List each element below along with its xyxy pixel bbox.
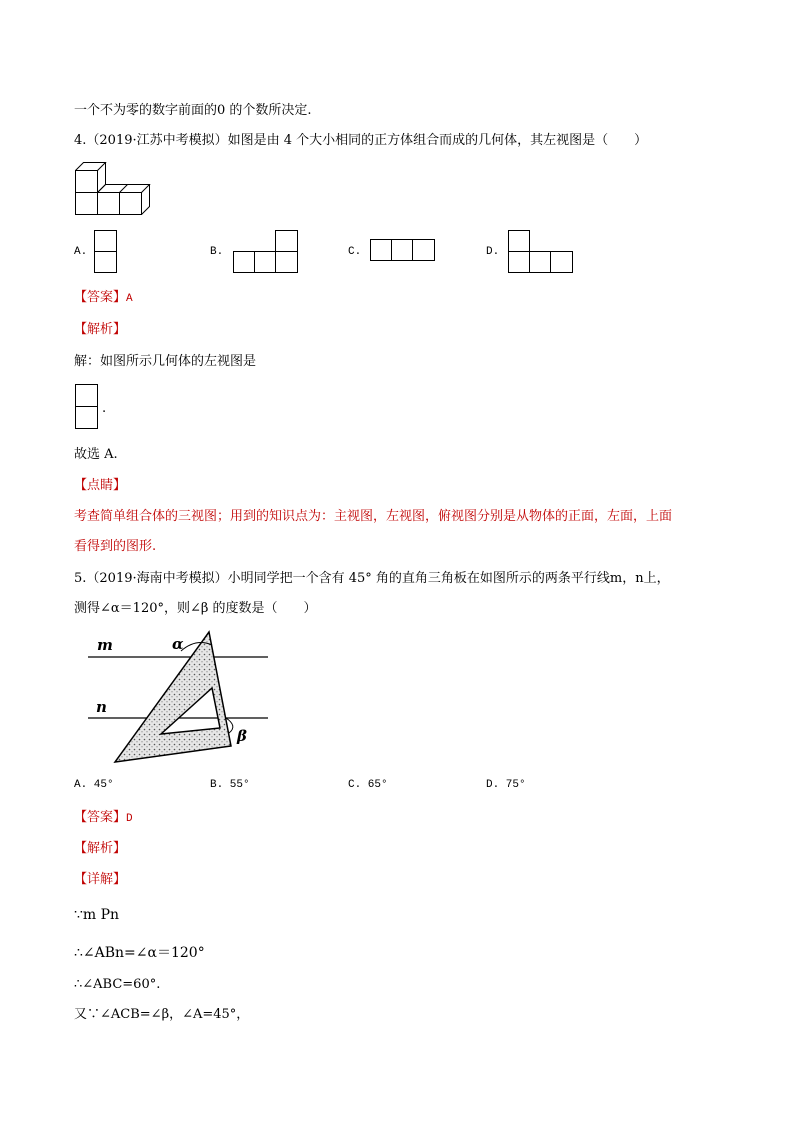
q4-cube-figure — [75, 162, 155, 216]
q5-answer — [74, 809, 133, 828]
q5-answer-value: D — [126, 813, 133, 825]
q4-option-d-label: D. — [486, 246, 500, 258]
q4-analysis-heading: 【解析】 — [74, 322, 127, 337]
q4-remark-line-1: 考查简单组合体的三视图；用到的知识点为：主视图，左视图，俯视图分别是从物体的正面，左面，上面 — [74, 509, 673, 524]
q5-step-1: ∵m Pn — [74, 907, 120, 923]
q4-answer — [74, 289, 133, 308]
label-beta: β — [237, 727, 247, 745]
q4-option-b-figure — [233, 230, 301, 274]
q5-option-d: D. 75° — [486, 779, 526, 791]
q4-remark-heading: 【点睛】 — [74, 478, 127, 493]
q4-remark-line-2: 看得到的图形. — [74, 539, 157, 554]
label-m: m — [97, 636, 113, 654]
q4-conclusion: 故选 A. — [74, 447, 118, 462]
q4-stem: 4.（2019·江苏中考模拟）如图是由 4 个大小相同的正方体组合而成的几何体，其左视图是（ ） — [74, 133, 648, 148]
q5-stem-line-1: 5.（2019·海南中考模拟）小明同学把一个含有 45° 角的直角三角板在如图所示的两条平行线m，n上， — [74, 571, 670, 586]
q5-analysis-heading: 【解析】 — [74, 841, 127, 856]
q5-figure — [88, 628, 273, 766]
intro-text: 一个不为零的数字前面的0 的个数所决定. — [74, 103, 312, 118]
q5-step-4: 又∵∠ACB=∠β，∠A=45°， — [74, 1007, 250, 1022]
q5-option-b: B. 55° — [210, 779, 250, 791]
label-alpha: α — [172, 635, 184, 653]
q5-option-c: C. 65° — [348, 779, 388, 791]
q4-option-c-figure — [370, 239, 438, 263]
q5-stem-line-2: 测得∠α＝120°，则∠β 的度数是（ ） — [74, 601, 317, 616]
label-n: n — [96, 698, 107, 716]
q4-answer-label: 【答案】 — [74, 290, 127, 305]
q4-option-a-label: A. — [74, 246, 88, 258]
q5-step-2: ∴∠ABn=∠α＝120° — [74, 945, 205, 961]
q4-option-b-label: B. — [210, 246, 224, 258]
q5-option-a: A. 45° — [74, 779, 114, 791]
q4-option-c-label: C. — [348, 246, 362, 258]
q4-option-d-figure — [508, 230, 576, 274]
q5-step-3: ∴∠ABC=60°. — [74, 977, 161, 992]
q4-option-a-figure — [94, 230, 118, 274]
q5-answer-label: 【答案】 — [74, 810, 127, 825]
q4-answer-value: A — [126, 293, 133, 305]
q4-solution-text: 解：如图所示几何体的左视图是 — [74, 354, 257, 369]
q5-detail-heading: 【详解】 — [74, 872, 127, 887]
q4-solution-figure — [75, 384, 99, 430]
q4-solution-period: . — [102, 401, 107, 416]
